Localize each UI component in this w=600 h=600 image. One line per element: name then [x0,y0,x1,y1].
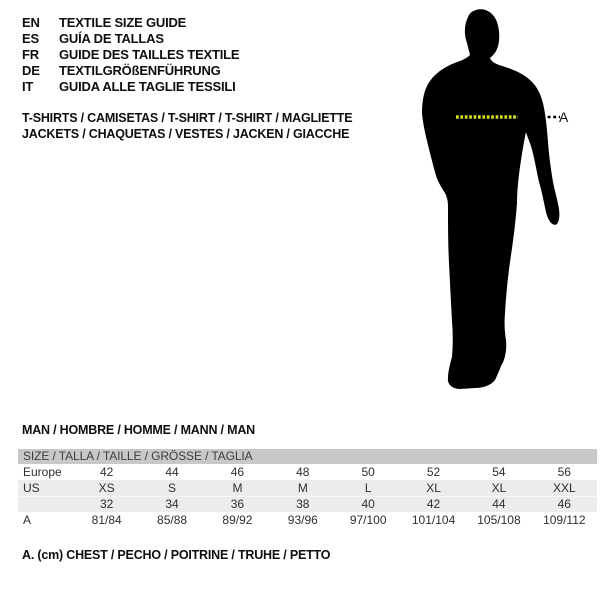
language-list [22,15,239,95]
size-value-cell: XXL [552,481,576,495]
size-value-cell: 105/108 [477,513,521,527]
size-table-header: SIZE / TALLA / TAILLE / GRÖSSE / TAGLIA [18,449,597,464]
size-value-cell: L [364,481,372,495]
category-line: JACKETS / CHAQUETAS / VESTES / JACKEN / GIACCHE [22,127,350,141]
language-code: FR [22,47,39,62]
language-row [22,63,239,79]
language-label: GUIDE DES TAILLES TEXTILE [59,47,240,62]
size-row-label: US [23,481,40,495]
section-title: MAN / HOMBRE / HOMME / MANN / MAN [22,423,255,437]
category-line: T-SHIRTS / CAMISETAS / T-SHIRT / T-SHIRT / MAGLIETTE [22,111,353,125]
size-value-cell: 56 [557,465,571,479]
language-code: EN [22,15,40,30]
size-value-cell: 89/92 [222,513,253,527]
size-row-label: Europe [23,465,62,479]
size-value-cell: 42 [100,465,114,479]
size-value-cell: XL [426,481,441,495]
size-value-cell: 42 [426,497,441,511]
size-value-cell: 101/104 [411,513,456,527]
size-value-cell: 50 [361,465,375,479]
size-value-cell: 32 [100,497,114,511]
size-value-cell: 54 [492,465,506,479]
language-label: TEXTILE SIZE GUIDE [59,15,187,30]
size-table-row [18,480,597,496]
language-code: ES [22,31,39,46]
size-value-cell: 46 [230,465,245,479]
language-row [22,79,239,95]
size-value-cell: M [232,481,243,495]
size-value-cell: 38 [296,497,310,511]
size-value-cell: 81/84 [91,513,122,527]
size-value-cell: 34 [165,497,179,511]
size-value-cell: 48 [296,465,310,479]
size-value-cell: 44 [165,465,179,479]
size-table-row [18,512,597,528]
measurement-footnote: A. (cm) CHEST / PECHO / POITRINE / TRUHE / PETTO [22,548,331,562]
size-value-cell: 93/96 [287,513,318,527]
size-table-body [18,464,597,528]
language-label: GUIDA ALLE TAGLIE TESSILI [59,79,236,94]
man-silhouette-path [422,9,559,389]
size-table-row [18,464,597,480]
language-code: DE [22,63,40,78]
language-label: TEXTILGRÖßENFÜHRUNG [59,63,221,78]
size-table [18,449,597,528]
size-value-cell: XS [98,481,115,495]
size-row-label [18,497,74,512]
size-value-cell: 44 [492,497,506,511]
language-row [22,15,239,31]
size-value-cell: M [297,481,308,495]
man-silhouette [390,0,600,400]
size-table-row [18,496,597,512]
size-value-cell: S [168,481,177,495]
man-silhouette-figure [390,0,600,400]
category-list [22,110,352,142]
size-value-cell: 52 [426,465,441,479]
language-row [22,47,239,63]
size-value-cell: 36 [230,497,245,511]
measurement-label-a: A [559,109,569,125]
size-row-label: A [23,513,32,527]
size-value-cell: 46 [557,497,571,511]
size-value-cell: 40 [361,497,375,511]
language-row [22,31,239,47]
language-code: IT [22,79,34,94]
size-value-cell: XL [491,481,507,495]
language-label: GUÍA DE TALLAS [59,31,164,46]
size-value-cell: 97/100 [349,513,387,527]
size-value-cell: 85/88 [157,513,188,527]
size-value-cell: 109/112 [543,513,586,527]
